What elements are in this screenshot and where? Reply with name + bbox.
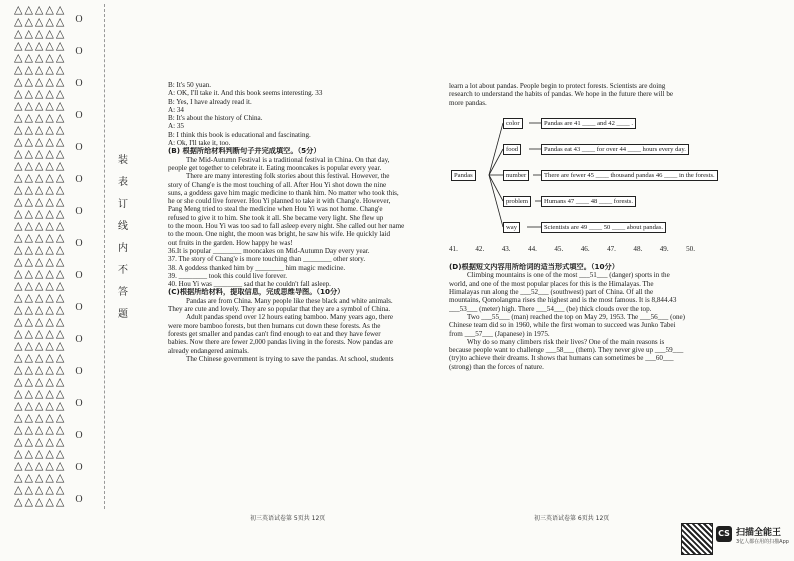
answer-number: 42. — [475, 244, 485, 253]
dialogue-line: A: OK, I'll take it. And this book seems interesting. 33 — [168, 89, 323, 98]
triangle-row-icon: △△△△△ — [14, 424, 67, 436]
passage-d-line: world, and one of the most popular places for this is the Himalayas. The — [449, 279, 654, 288]
passage-d-line: from ___57___ (Japanese) in 1975. — [449, 329, 550, 338]
triangle-row-icon: △△△△△ — [14, 4, 67, 16]
triangle-row-icon: △△△△△ — [14, 280, 67, 292]
passage-d-line: Chinese team did so in 1960, while the first woman to succeed was Junko Tabei — [449, 321, 676, 330]
passage-c-line: Pandas are from China. Many people like these black and white animals. — [186, 296, 393, 305]
passage-c-line: already endangered animals. — [168, 346, 249, 355]
scanner-app-subtitle: 3亿人都在用的扫描App — [736, 539, 789, 545]
margin-binding-circles — [72, 4, 86, 509]
triangle-row-icon: △△△△△ — [14, 88, 67, 100]
triangle-row-icon: △△△△△ — [14, 256, 67, 268]
passage-b-line: There are many interesting folk stories about this festival. However, the — [186, 172, 390, 181]
dialogue-line: B: Yes, I have already read it. — [168, 97, 252, 106]
mind-map-root: Pandas — [451, 170, 476, 181]
question-b-line: 38. A goddess thanked him by ________ him magic medicine. — [168, 263, 346, 272]
binding-circle-icon: O — [75, 110, 83, 121]
triangle-row-icon: △△△△△ — [14, 400, 67, 412]
answer-number: 48. — [633, 244, 643, 253]
passage-b-line: to the moon. One night, the moon was bright, he saw his wife. He quickly laid — [168, 230, 391, 239]
passage-b-line: Pang Meng tried to steal the medicine when Hou Yi was not home. Chang'e — [168, 205, 383, 214]
dialogue-block — [168, 81, 408, 147]
passage-b-line: people get together to celebrate it. Eating mooncakes is popular every year. — [168, 163, 382, 172]
passage-b-line: refused to give it to him. She took it all. She became very light. She flew up — [168, 213, 384, 222]
answer-number: 49. — [659, 244, 669, 253]
section-b-heading: (B) 根据所给材料判断句子并完成填空。（5分） — [168, 147, 321, 156]
triangle-row-icon: △△△△△ — [14, 436, 67, 448]
passage-d-line: because people want to challenge ___58___ (them). They never give up ___59___ — [449, 346, 684, 355]
dialogue-line: A: 35 — [168, 122, 184, 131]
triangle-row-icon: △△△△△ — [14, 244, 67, 256]
binding-circle-icon: O — [75, 174, 83, 185]
triangle-row-icon: △△△△△ — [14, 268, 67, 280]
triangle-row-icon: △△△△△ — [14, 364, 67, 376]
triangle-row-icon: △△△△△ — [14, 28, 67, 40]
answer-number: 44. — [528, 244, 537, 253]
binding-circle-icon: O — [75, 302, 83, 313]
binding-circle-icon: O — [75, 494, 83, 505]
answer-number: 46. — [580, 244, 590, 253]
triangle-row-icon: △△△△△ — [14, 208, 67, 220]
margin-label-char: 装 — [118, 155, 128, 166]
binding-circle-icon: O — [75, 366, 83, 377]
dialogue-line: B: It's about the history of China. — [168, 114, 263, 123]
triangle-row-icon: △△△△△ — [14, 64, 67, 76]
triangle-row-icon: △△△△△ — [14, 136, 67, 148]
question-b-line: 37. The story of Chang'e is more touching than ________ other story. — [168, 255, 366, 264]
scanner-app-title: 扫描全能王 — [736, 528, 782, 538]
margin-label-char: 内 — [118, 243, 128, 254]
triangle-row-icon: △△△△△ — [14, 304, 67, 316]
section-d-heading: (D)根据短文内容用所给词的适当形式填空。（10分） — [449, 263, 619, 272]
left-page-footer: 初三英语试卷第 5页共 12页 — [250, 515, 326, 522]
triangle-row-icon: △△△△△ — [14, 172, 67, 184]
question-b-line: 40. Hou Yi was ________ sad that he couldn't fall asleep. — [168, 280, 331, 289]
branch-food: food — [503, 144, 521, 155]
camscanner-logo: CS — [716, 526, 732, 542]
answer-number: 47. — [607, 244, 616, 253]
binding-circle-icon: O — [75, 462, 83, 473]
passage-b — [168, 156, 408, 247]
answer-number: 45. — [554, 244, 564, 253]
binding-circle-icon: O — [75, 238, 83, 249]
binding-circle-icon: O — [75, 334, 83, 345]
triangle-row-icon: △△△△△ — [14, 388, 67, 400]
triangle-row-icon: △△△△△ — [14, 40, 67, 52]
passage-d-line: Why do so many climbers risk their lives? One of the main reasons is — [467, 337, 665, 346]
passage-c-line: Adult pandas spend over 12 hours eating bamboo. Many years ago, there — [186, 313, 394, 322]
triangle-row-icon: △△△△△ — [14, 184, 67, 196]
qr-code-icon — [681, 523, 713, 555]
margin-label-char: 订 — [118, 199, 128, 210]
dialogue-line: A: Ok, I'll take it, too. — [168, 139, 231, 148]
triangle-row-icon: △△△△△ — [14, 376, 67, 388]
intro-line: learn a lot about pandas. People begin to protect forests. Scientists are doing — [449, 82, 666, 90]
intro-text — [449, 82, 695, 107]
passage-d-line: (try)to achieve their dreams. It shows that humans can sometimes be ___60___ — [449, 354, 674, 363]
passage-b-line: suns, a goddess gave him magic medicine to thank him. No matter who took this, — [168, 188, 399, 197]
detail-color: Pandas are 41 ____ and 42 ____ . — [541, 118, 636, 129]
question-b-line: 36.It is popular ________ mooncakes on Mid-Autumn Day every year. — [168, 246, 370, 255]
margin-triangle-pattern — [14, 4, 70, 509]
detail-number: There are fewer 45 ____ thousand pandas 46 ____ in the forests. — [541, 170, 718, 181]
binding-margin-label — [118, 150, 132, 326]
answer-number: 43. — [501, 244, 511, 253]
answer-number: 41. — [449, 244, 458, 253]
triangle-row-icon: △△△△△ — [14, 148, 67, 160]
margin-label-char: 表 — [118, 177, 128, 188]
binding-cut-line — [104, 4, 105, 509]
binding-circle-icon: O — [75, 46, 83, 57]
passage-b-line: story of Chang'e is the most touching of all. After Hou Yi shot down the nine — [168, 180, 387, 189]
triangle-row-icon: △△△△△ — [14, 412, 67, 424]
triangle-row-icon: △△△△△ — [14, 316, 67, 328]
triangle-row-icon: △△△△△ — [14, 100, 67, 112]
passage-c-line: forests get smaller and pandas can't find enough to eat and they have fewer — [168, 329, 381, 338]
passage-d-line: mountains, Qomolangma rises the highest and is the most famous. It is 8,844.43 — [449, 296, 677, 305]
triangle-row-icon: △△△△△ — [14, 352, 67, 364]
passage-c-line: were more bamboo forests, but then humans cut down these forests. As the — [168, 321, 381, 330]
detail-problem: Humans 47 ____ 48 ____ forests. — [541, 196, 636, 207]
dialogue-line: B: It's 50 yuan. — [168, 81, 212, 89]
left-page-column — [168, 81, 408, 363]
binding-circle-icon: O — [75, 206, 83, 217]
triangle-row-icon: △△△△△ — [14, 460, 67, 472]
passage-d-line: Two ___55___ (man) reached the top on May 29, 1953. The ___56___ (one) — [467, 312, 686, 321]
answer-number: 50. — [686, 244, 695, 253]
margin-label-char: 答 — [118, 287, 128, 298]
triangle-row-icon: △△△△△ — [14, 292, 67, 304]
question-b-line: 39. ________ took this could live forever. — [168, 271, 288, 280]
triangle-row-icon: △△△△△ — [14, 220, 67, 232]
dialogue-line: B: I think this book is educational and fascinating. — [168, 130, 311, 139]
section-c-heading: (C)根据所给材料，提取信息，完成思维导图。（10分） — [168, 288, 345, 297]
margin-label-char: 题 — [118, 309, 128, 320]
triangle-row-icon: △△△△△ — [14, 472, 67, 484]
branch-number: number — [503, 170, 529, 181]
binding-circle-icon: O — [75, 398, 83, 409]
passage-d-line: Himalayas run along the ___52___ (southwest) part of China. Of all the — [449, 288, 654, 297]
triangle-row-icon: △△△△△ — [14, 340, 67, 352]
binding-circle-icon: O — [75, 78, 83, 89]
passage-d-line: ___53___ (meter) high. There ___54___ (be) thick clouds over the top. — [449, 304, 652, 313]
triangle-row-icon: △△△△△ — [14, 160, 67, 172]
triangle-row-icon: △△△△△ — [14, 196, 67, 208]
right-page-footer: 初三英语试卷第 6页共 12页 — [534, 515, 610, 522]
branch-color: color — [503, 118, 523, 129]
passage-d — [449, 271, 695, 371]
panda-mind-map — [449, 111, 715, 239]
passage-b-line: to the moon. Hou Yi was too sad to fall asleep every night. She called out her name — [168, 222, 405, 231]
triangle-row-icon: △△△△△ — [14, 328, 67, 340]
branch-way: way — [503, 222, 520, 233]
binding-circle-icon: O — [75, 142, 83, 153]
triangle-row-icon: △△△△△ — [14, 76, 67, 88]
triangle-row-icon: △△△△△ — [14, 448, 67, 460]
right-page-column — [449, 82, 715, 371]
triangle-row-icon: △△△△△ — [14, 52, 67, 64]
binding-circle-icon: O — [75, 430, 83, 441]
passage-c-line: babies. Now there are fewer 2,000 pandas living in the forests. Now pandas are — [168, 338, 393, 347]
passage-c — [168, 297, 408, 363]
questions-b — [168, 247, 408, 288]
triangle-row-icon: △△△△△ — [14, 112, 67, 124]
triangle-row-icon: △△△△△ — [14, 484, 67, 496]
branch-problem: problem — [503, 196, 531, 207]
intro-line: more pandas. — [449, 98, 487, 107]
passage-c-line: The Chinese government is trying to save the pandas. At school, students — [186, 354, 394, 363]
detail-way: Scientists are 49 ____ 50 ____ about pandas. — [541, 222, 666, 233]
margin-label-char: 不 — [118, 265, 128, 276]
binding-circle-icon: O — [75, 270, 83, 281]
triangle-row-icon: △△△△△ — [14, 124, 67, 136]
triangle-row-icon: △△△△△ — [14, 232, 67, 244]
triangle-row-icon: △△△△△ — [14, 496, 67, 508]
triangle-row-icon: △△△△△ — [14, 16, 67, 28]
passage-d-line: (strong) than the forces of nature. — [449, 362, 544, 371]
detail-food: Pandas eat 43 ____ for over 44 ____ hours every day. — [541, 144, 689, 155]
answer-number-row — [449, 245, 695, 253]
passage-d-line: Climbing mountains is one of the most ___51___ (danger) sports in the — [467, 271, 670, 280]
passage-b-line: he or she could live forever. Hou Yi planned to take it with Chang'e. However, — [168, 197, 391, 206]
passage-b-line: The Mid-Autumn Festival is a traditional festival in China. On that day, — [186, 155, 390, 164]
passage-b-line: out fruits in the garden. How happy he was! — [168, 238, 293, 247]
passage-c-line: They are cute and lovely. They are so popular that they are a symbol of China. — [168, 305, 391, 314]
binding-circle-icon: O — [75, 14, 83, 25]
dialogue-line: A: 34 — [168, 105, 184, 114]
margin-label-char: 线 — [118, 221, 128, 232]
intro-line: research to understand the habits of pandas. We hope in the future there will be — [449, 90, 674, 99]
